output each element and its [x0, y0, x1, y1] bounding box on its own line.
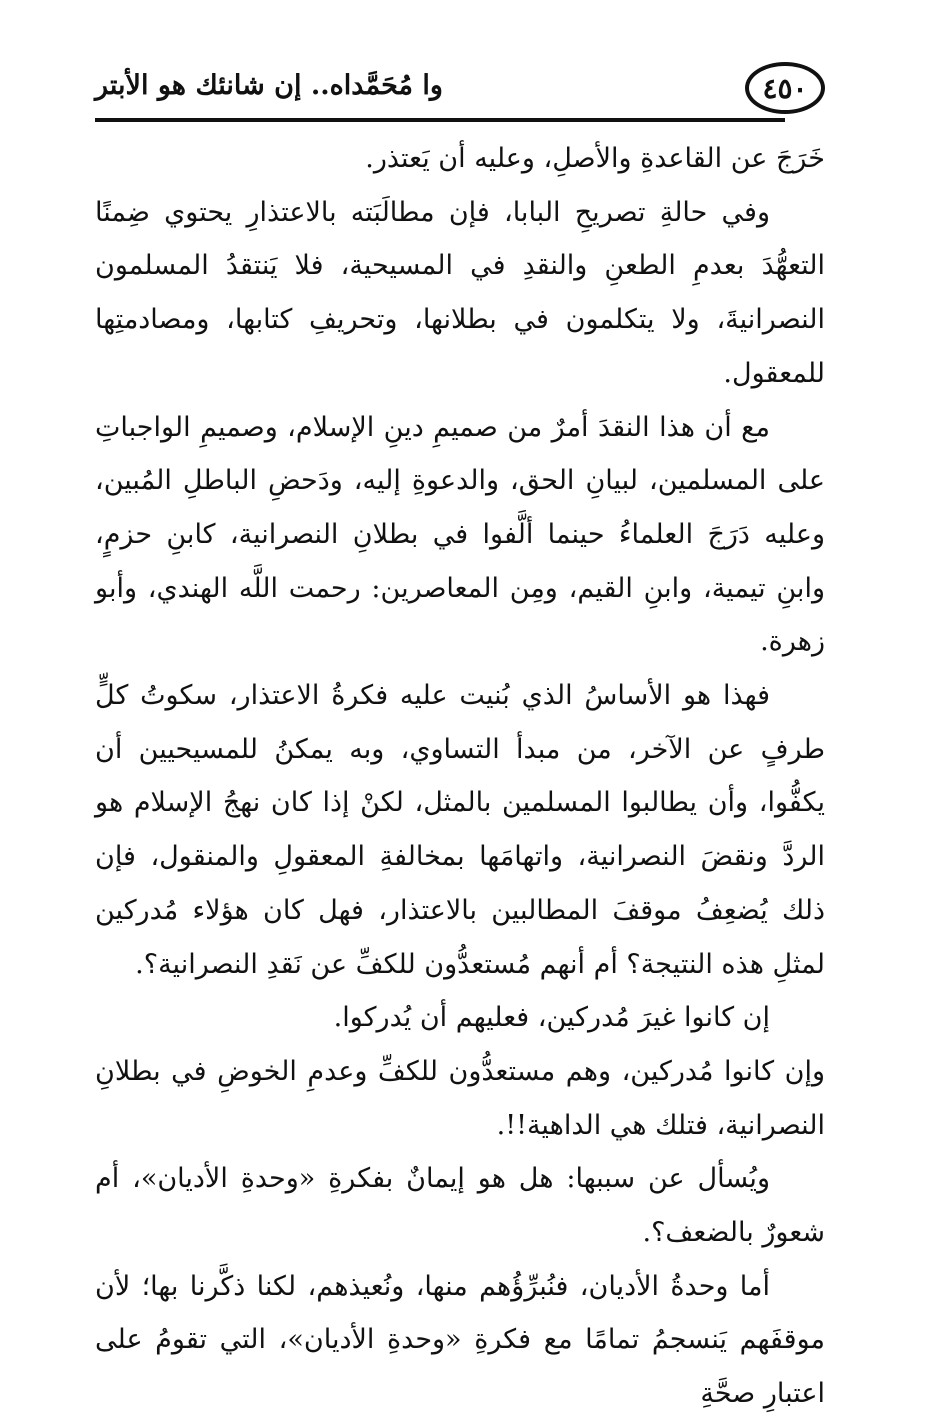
header-rule: [95, 118, 785, 122]
paragraph: وفي حالةِ تصريحِ البابا، فإن مطالَبَته بالاعتذارِ يحتوي ضِمنًا التعهُّدَ بعدمِ الطعنِ والنقدِ في المسيحية، فلا يَنتقدُ المسلمون النصرانيةَ، ولا يتكلمون في بطلانها، وتحريفِ كتابها، ومصادمتِها للمعقول.: [95, 196, 825, 389]
page-header: [95, 62, 825, 124]
paragraph: خَرَجَ عن القاعدةِ والأصلِ، وعليه أن يَعتذر.: [365, 143, 825, 174]
running-title: وا مُحَمَّداه.. إن شانئك هو الأبتر: [95, 70, 443, 101]
paragraph: مع أن هذا النقدَ أمرٌ من صميمِ دينِ الإسلام، وصميمِ الواجباتِ على المسلمين، لبيانِ الحق، والدعوةِ إليه، ودَحضِ الباطلِ المُبين، وعليه دَرَجَ العلماءُ حينما ألَّفوا في بطلانِ النصرانية، كابنِ حزمٍ، وابنِ تيمية، وابنِ القيم، ومِن المعاصرين: رحمت اللَّه الهندي، وأبو زهرة.: [95, 411, 825, 658]
page-number: ٤٥٠: [745, 62, 825, 114]
paragraph: فهذا هو الأساسُ الذي بُنيت عليه فكرةُ الاعتذار، سكوتُ كلٍّ طرفٍ عن الآخر، من مبدأ التساوي، وبه يمكنُ للمسيحيين أن يكفُّوا، وأن يطالبوا المسلمين بالمثل، لكنْ إذا كان نهجُ الإسلام هو الردَّ ونقضَ النصرانية، واتهامَها بمخالفةِ المعقولِ والمنقول، فإن ذلك يُضعِفُ موقفَ المطالبين بالاعتذار، فهل كان هؤلاء مُدركين لمثلِ هذه النتيجة؟ أم أنهم مُستعدُّون للكفِّ عن نَقدِ النصرانية؟.: [95, 680, 825, 980]
paragraph: أما وحدةُ الأديان، فنُبرِّؤُهم منها، ونُعيذهم، لكنا ذكَّرنا بها؛ لأن موقفَهم يَنسجمُ تمامًا مع فكرةِ «وحدةِ الأديان»، التي تقومُ على اعتبارِ صحَّةِ: [95, 1270, 825, 1410]
paragraph: إن كانوا غيرَ مُدركين، فعليهم أن يُدركوا.: [333, 1002, 770, 1034]
paragraph: وإن كانوا مُدركين، وهم مستعدُّون للكفِّ وعدمِ الخوضِ في بطلانِ النصرانية، فتلك هي الداهية!!.: [95, 1055, 825, 1141]
body-text: [95, 132, 825, 1421]
paragraph: ويُسأل عن سببها: هل هو إيمانٌ بفكرةِ «وحدةِ الأديان»، أم شعورٌ بالضعف؟.: [95, 1163, 825, 1249]
